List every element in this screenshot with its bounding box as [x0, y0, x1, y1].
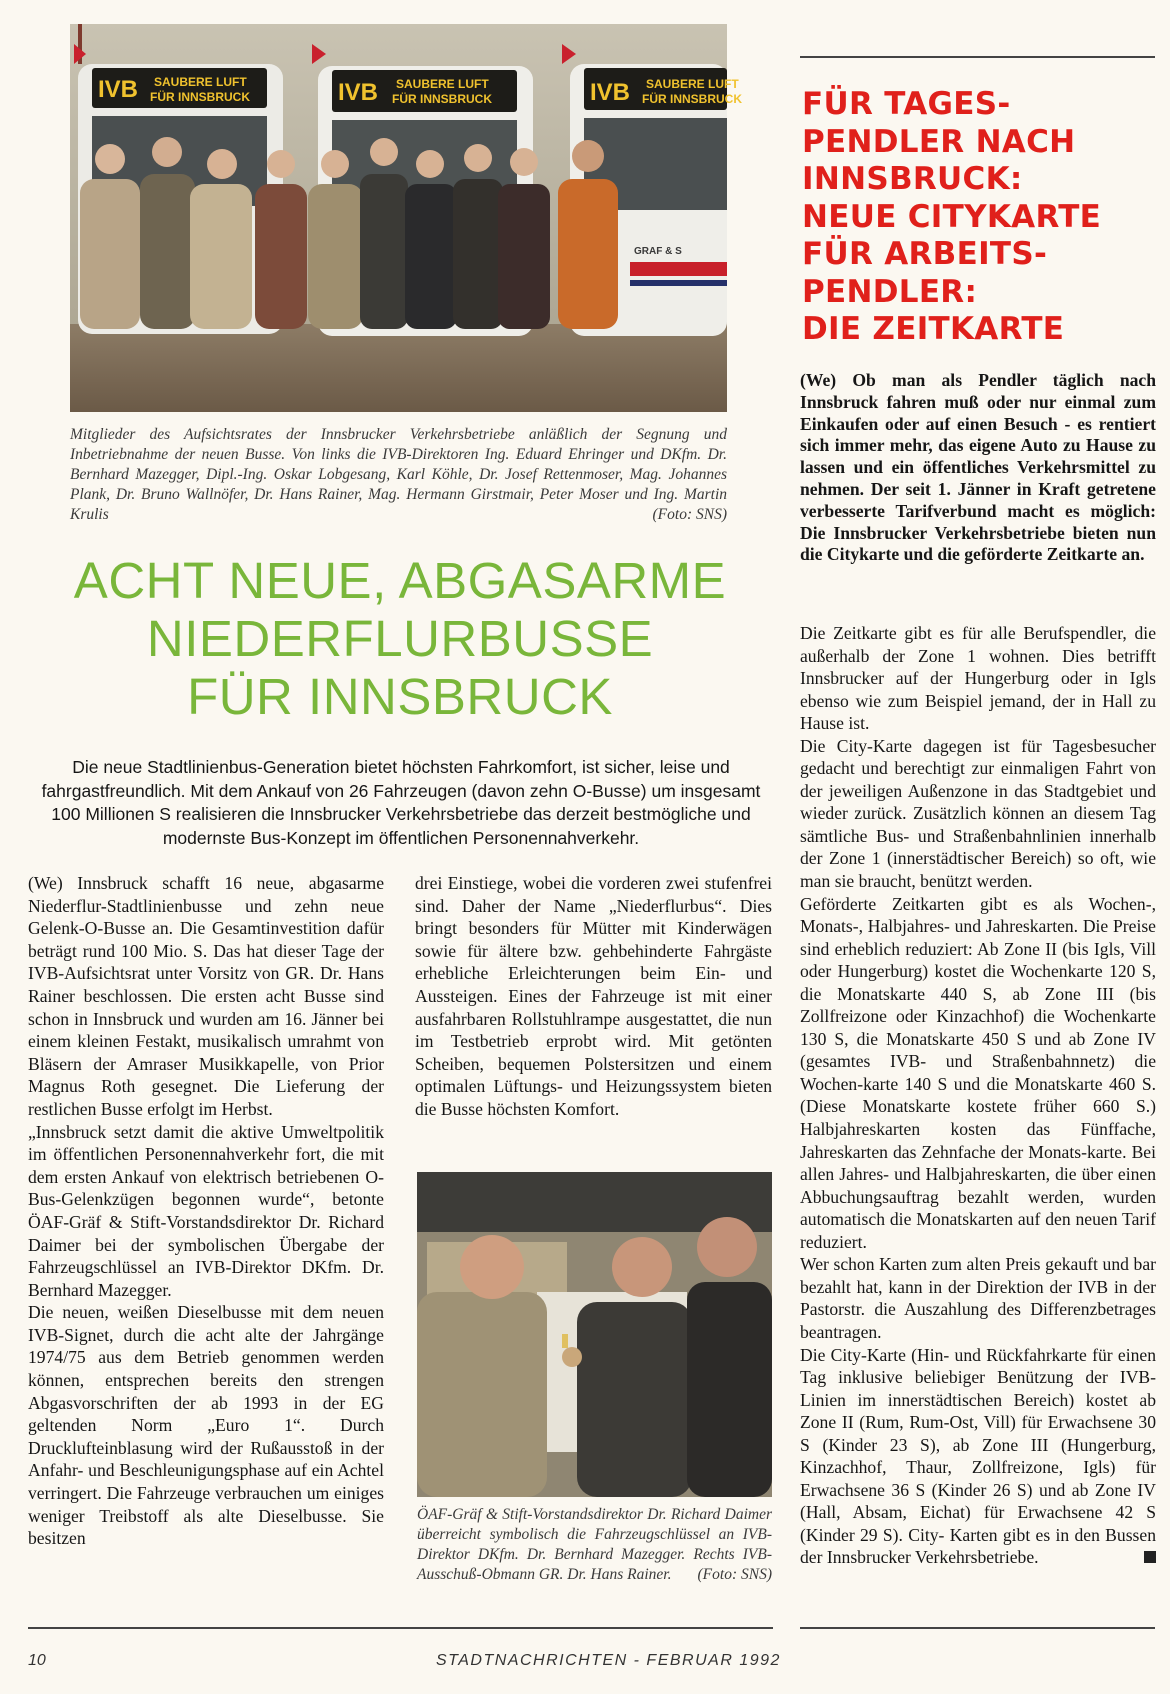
photo1-caption [70, 425, 727, 525]
photo2-caption-text: ÖAF-Gräf & Stift-Vorstandsdirektor Dr. Richard Daimer überreicht symbolisch die Fahrzeugschlüssel an IVB-Direktor DKfm. Dr. Bernhard Mazegger. Rechts IVB-Ausschuß-Obmann GR. Dr. Hans Rainer. [417, 1506, 772, 1583]
bus-sign-brand-3: IVB [590, 79, 631, 106]
sidebar-headline-line-5: FÜR ARBEITS- [802, 236, 1048, 272]
sidebar-headline-line-3: INNSBRUCK: [802, 161, 1023, 197]
page-number: 10 [28, 1652, 46, 1669]
bus-sign-brand-2: IVB [338, 79, 379, 106]
bus-sign-line1-1: SAUBERE LUFT [154, 75, 247, 89]
headline-line-1: ACHT NEUE, ABGASARME [73, 552, 727, 609]
article-paragraph-3: Die neuen, weißen Dieselbusse mit dem neuen IVB-Signet, durch die acht alte der Jahrgänge 1974/75 aus dem Betrieb genommen werden können, entsprechen bereits den strengen Abgasvorschriften der ab 1993 in der EG geltenden Norm „Euro 1“. Durch Drucklufteinblasung wird der Rußausstoß in der Anfahr- und Beschleunigungsphase auf ein Achtel verringert. Die Fahrzeuge verbrauchen um einiges weniger Treibstoff als alte Dieselbusse. Sie besitzen [28, 1302, 384, 1549]
sidebar-paragraph-5: Die City-Karte (Hin- und Rückfahrkarte für einen Tag inklusive beliebiger Benützung der IVB-Linien im innerstädtischen Bereich) kostet ab Zone II (Rum, Rum-Ost, Vill) für Erwachsene 30 S (Kinder 23 S), ab Zone III (Hungerburg, Kinzachhof, Thaur, Zollfreizone, Igls) für Erwachsene 36 S (Kinder 26 S) und ab Zone IV (Hall, Absam, Eichat) für Erwachsene 42 S (Kinder 29 S). City- Karten gibt es in den Bussen der Innsbrucker Verkehrsbetriebe. [800, 1344, 1156, 1568]
main-headline [30, 552, 770, 726]
photo1-credit: (Foto: SNS) [652, 506, 727, 523]
sidebar-body [800, 622, 1156, 1569]
bus-side-lettering: GRAF & S [634, 246, 682, 257]
sidebar-headline-line-4: NEUE CITYKARTE [802, 198, 1102, 235]
sidebar-headline-line-2: PENDLER NACH [802, 123, 1076, 160]
headline-line-2: NIEDERFLURBUSSE [146, 610, 654, 667]
sidebar-top-rule [800, 56, 1155, 58]
sidebar-headline-line-1: FÜR TAGES- [802, 86, 1011, 122]
bus-sign-line2-2: FÜR INNSBRUCK [392, 92, 492, 106]
bus-sign-line1-2: SAUBERE LUFT [396, 77, 489, 91]
photo2-caption [417, 1505, 772, 1585]
article-column-2 [415, 872, 772, 1121]
bus-sign-line1-3: SAUBERE LUFT [646, 77, 739, 91]
footer-publication: STADTNACHRICHTEN - FEBRUAR 1992 [436, 1652, 781, 1669]
footer-rule-left [28, 1627, 773, 1629]
sidebar-paragraph-3: Geförderte Zeitkarten gibt es als Wochen-, Monats-, Halbjahres- und Jahreskarten. Die Preise sind erheblich reduziert: Ab Zone II (bis Igls, Vill oder Hungerburg) kostet die Wochenkarte 120 S, die Monatskarte 440 S, ab Zone III (bis Zollfreizone oder Kinzachhof) die Wochenkarte 130 S, die Monatskarte 450 S und ab Zone IV (gesamtes IVB- und Straßenbahnnetz) die Wochen-karte 140 S und die Monatskarte 460 S. (Diese Monatskarte kostete früher 660 S.) Halbjahreskarten kosten das Fünffache, Jahreskarten das Zehnfache der Monats-karte. Bei allen Jahres- und Halbjahreskarten, die über einen Abbuchungsauftrag bezahlt werden, wurden automatisch die Monatskarten auf den neuen Tarif reduziert. [800, 893, 1156, 1252]
bus-sign-line2-3: FÜR INNSBRUCK [642, 92, 742, 106]
sidebar-paragraph-4: Wer schon Karten zum alten Preis gekauft und bar bezahlt hat, kann in der Direktion der IVB in der Pastorstr. die Auszahlung des Differenzbetrages beantragen. [800, 1254, 1156, 1342]
photo-key-handover [417, 1172, 772, 1497]
article-paragraph-4: drei Einstiege, wobei die vorderen zwei stufenfrei sind. Daher der Name „Niederflurbus“. Dies bringt besonders für Mütter mit Kinderwägen sowie für ältere bzw. gehbehinderte Fahrgäste erhebliche Erleichterungen beim Ein- und Aussteigen. Eines der Fahrzeuge ist mit einer ausfahrbaren Rollstuhlrampe ausgestattet, die nun im Testbetrieb erprobt wird. Mit getönten Scheiben, bequemen Polstersitzen und einem optimalen Lüftungs- und Heizungssystem bieten die Busse höchsten Komfort. [415, 873, 772, 1119]
photo-key-handover-graphic [417, 1172, 772, 1497]
article-paragraph-2: „Innsbruck setzt damit die aktive Umweltpolitik im öffentlichen Personennahverkehr fort, die mit dem ersten Ankauf von elektrisch betriebenen O-Bus-Gelenkzügen begonnen wurde“, betonte ÖAF-Gräf & Stift-Vorstandsdirektor Dr. Richard Daimer bei der symbolischen Übergabe der Fahrzeugschlüssel an IVB-Direktor DKfm. Dr. Bernhard Mazegger. [28, 1121, 384, 1300]
bus-sign-brand-1: IVB [98, 76, 139, 103]
article-column-1 [28, 872, 384, 1550]
article-lead: Die neue Stadtlinienbus-Generation bietet höchsten Fahrkomfort, ist sicher, leise und fahrgastfreundlich. Mit dem Ankauf von 26 Fahrzeugen (davon zehn O-Busse) um insgesamt 100 Millionen S realisieren die Innsbrucker Verkehrsbetriebe das derzeit bestmögliche und modernste Bus-Konzept im öffentlichen Personennahverkehr. [41, 757, 761, 848]
sidebar-headline-line-7: DIE ZEITKARTE [802, 311, 1065, 347]
footer-rule-right [800, 1627, 1155, 1629]
bus-sign-line2-1: FÜR INNSBRUCK [150, 90, 250, 104]
photo-ceremony-buses [70, 24, 742, 412]
sidebar-headline-line-6: PENDLER: [802, 273, 978, 310]
sidebar-paragraph-1: Die Zeitkarte gibt es für alle Berufspendler, die außerhalb der Zone 1 wohnen. Dies betrifft Innsbrucker auf der Hungerburg oder in Igls ebenso wie zum Beispiel jemand, der in Hall zu Hause ist. [800, 623, 1156, 734]
article-paragraph-1: (We) Innsbruck schafft 16 neue, abgasarme Niederflur-Stadtlinienbusse und zehn neue Gelenk-O-Busse an. Die Gesamtinvestition dafür beträgt rund 100 Mio. S. Das hat dieser Tage der IVB-Aufsichtsrat unter Vorsitz von GR. Dr. Hans Rainer beschlossen. Die ersten acht Busse sind schon in Innsbruck und wurden am 16. Jänner bei einem kleinen Festakt, musikalisch umrahmt von Bläsern der Amraser Musikkapelle, von Prior Magnus Roth gesegnet. Die Lieferung der restlichen Busse erfolgt im Herbst. [28, 873, 384, 1119]
sidebar-lead: (We) Ob man als Pendler täglich nach Innsbruck fahren muß oder nur einmal zum Einkaufen oder auf einen Besuch - es rentiert sich immer mehr, das eigene Auto zu Hause zu lassen und ein öffentliches Verkehrsmittel zu nehmen. Der seit 1. Jänner in Kraft getretene verbesserte Tarifverbund macht es möglich: Die Innsbrucker Verkehrsbetriebe bieten nun die Citykarte und die geförderte Zeitkarte an. [800, 370, 1156, 565]
sidebar-paragraph-2: Die City-Karte dagegen ist für Tagesbesucher gedacht und berechtigt zur einmaligen Fahrt von der jeweiligen Außenzone in das Stadtgebiet und wieder zurück. Zusätzlich können an diesem Tag sämtliche Bus- und Straßenbahnlinien innerhalb der Zone 1 (innerstädtischer Bereich) so oft, wie man sie braucht, benützt werden. [800, 735, 1156, 892]
photo-ceremony-graphic [70, 24, 742, 412]
headline-line-3: FÜR INNSBRUCK [187, 668, 613, 725]
photo1-caption-text: Mitglieder des Aufsichtsrates der Innsbrucker Verkehrsbetriebe anläßlich der Segnung und Inbetriebnahme der neuen Busse. Von links die IVB-Direktoren Ing. Eduard Ehringer und DKfm. Dr. Bernhard Mazegger, Dipl.-Ing. Oskar Lobgesang, Karl Köhle, Dr. Josef Rettenmoser, Mag. Johannes Plank, Dr. Bruno Wallnöfer, Dr. Hans Rainer, Mag. Hermann Girstmair, Peter Moser und Ing. Martin Krulis [70, 426, 727, 523]
photo2-credit: (Foto: SNS) [697, 1566, 772, 1583]
end-of-article-square-icon [1144, 1551, 1156, 1563]
sidebar-headline [802, 86, 1162, 349]
